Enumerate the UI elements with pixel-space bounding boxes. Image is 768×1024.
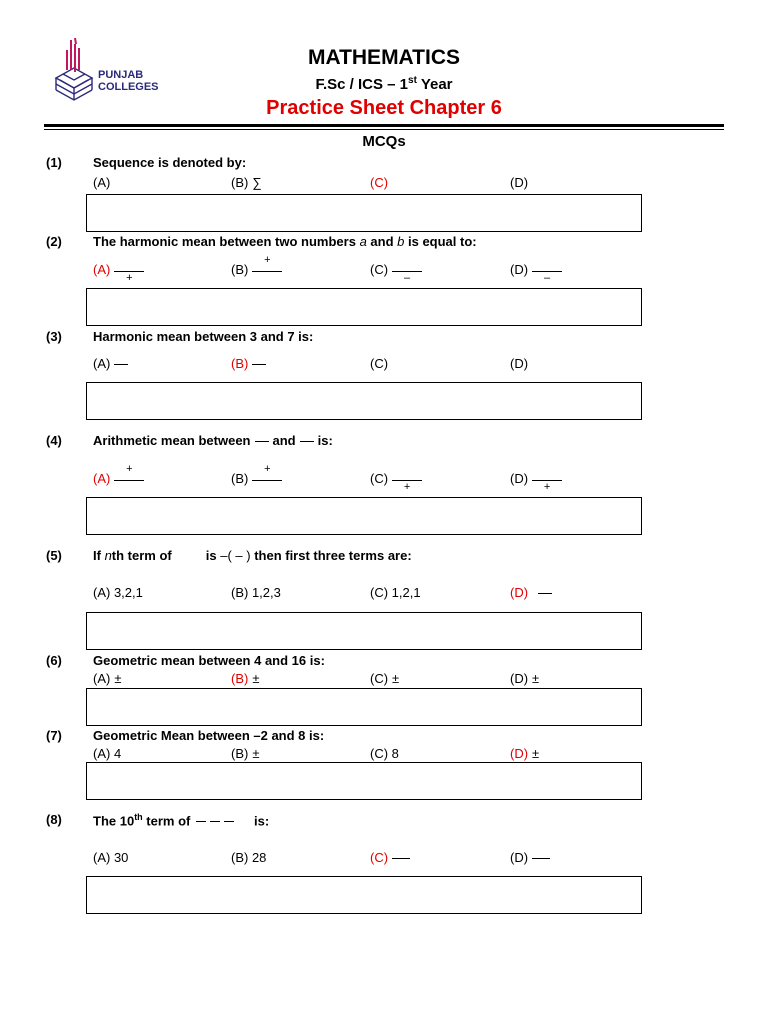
option-c: (C) [370, 850, 414, 865]
option-a: (A) [93, 175, 111, 190]
option-c: (C) 8 [370, 746, 399, 761]
option-c: (C) – [370, 262, 422, 277]
answer-box[interactable] [86, 194, 642, 232]
option-c: (C) + [370, 471, 422, 486]
question-number: (8) [46, 812, 62, 827]
header-rule [44, 124, 724, 127]
option-b: (B) [231, 356, 270, 371]
option-d: (D) + [510, 471, 562, 486]
option-d: (D) [510, 585, 556, 600]
question-number: (7) [46, 728, 62, 743]
answer-box[interactable] [86, 382, 642, 420]
option-c: (C) [370, 356, 389, 371]
option-a: (A) + [93, 471, 144, 486]
option-a: (A) 30 [93, 850, 129, 865]
option-d: (D) [510, 175, 529, 190]
option-b: (B) 1,2,3 [231, 585, 281, 600]
answer-box[interactable] [86, 876, 642, 914]
logo-text-line2: COLLEGES [98, 81, 159, 93]
logo-text-line1: PUNJAB [98, 69, 144, 81]
question-text: If nth term of is –( – ) then first three terms are: [93, 548, 412, 563]
option-c: (C) 1,2,1 [370, 585, 421, 600]
option-b: (B) ± [231, 671, 260, 686]
sigma-symbol: ∑ [252, 175, 262, 190]
question-text: Sequence is denoted by: [93, 155, 247, 170]
question-text: Geometric Mean between –2 and 8 is: [93, 728, 325, 743]
answer-box[interactable] [86, 612, 642, 650]
option-b: (B) + [231, 262, 282, 277]
question-text: The harmonic mean between two numbers a and b is equal to: [93, 234, 477, 249]
question-number: (5) [46, 548, 62, 563]
option-d: (D) – [510, 262, 562, 277]
option-b: (B) + [231, 471, 282, 486]
option-a: (A) 4 [93, 746, 122, 761]
option-a: (A) + [93, 262, 144, 277]
option-c: (C) ± [370, 671, 400, 686]
question-text: Harmonic mean between 3 and 7 is: [93, 329, 314, 344]
option-b: (B) ± [231, 746, 260, 761]
question-number: (4) [46, 433, 62, 448]
question-text: Geometric mean between 4 and 16 is: [93, 653, 325, 668]
question-text: The 10th term of is: [93, 812, 270, 829]
option-d: (D) ± [510, 746, 540, 761]
question-number: (2) [46, 234, 62, 249]
chapter-title: Practice Sheet Chapter 6 [266, 97, 502, 119]
option-a: (A) ± [93, 671, 122, 686]
page-subtitle: F.Sc / ICS – 1st Year [315, 75, 453, 93]
option-c: (C) [370, 175, 389, 190]
option-b: (B) 28 [231, 850, 267, 865]
option-a: (A) [93, 356, 132, 371]
answer-box[interactable] [86, 288, 642, 326]
answer-box[interactable] [86, 762, 642, 800]
option-b: (B) ∑ [231, 175, 262, 190]
question-number: (6) [46, 653, 62, 668]
question-number: (1) [46, 155, 62, 170]
page-title: MATHEMATICS [307, 46, 461, 69]
option-d: (D) [510, 850, 554, 865]
header-rule-thin [44, 129, 724, 130]
question-text: Arithmetic mean between and is: [93, 433, 333, 448]
section-heading: MCQs [362, 133, 406, 150]
option-d: (D) [510, 356, 529, 371]
question-number: (3) [46, 329, 62, 344]
option-a: (A) 3,2,1 [93, 585, 143, 600]
answer-box[interactable] [86, 497, 642, 535]
answer-box[interactable] [86, 688, 642, 726]
option-d: (D) ± [510, 671, 540, 686]
